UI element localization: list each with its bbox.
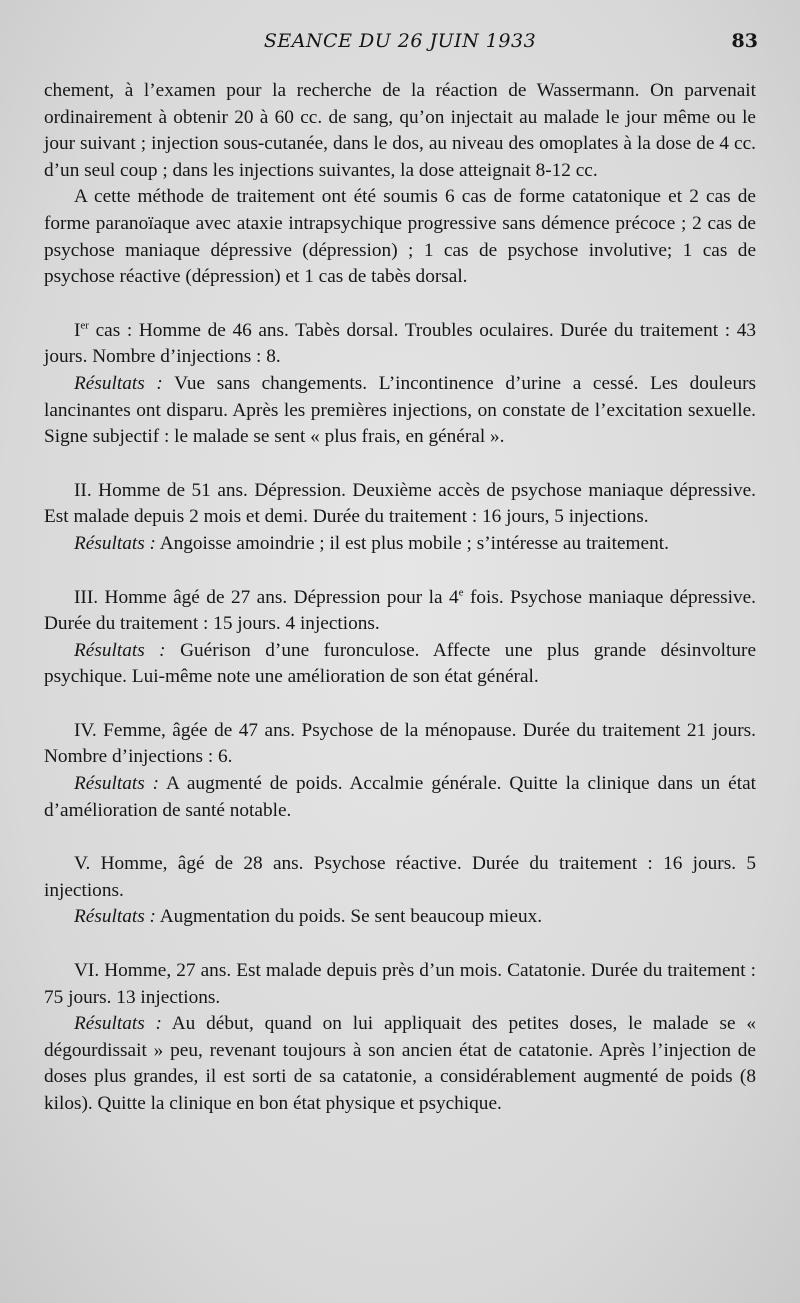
case-numeral-sup: er	[80, 319, 89, 332]
paragraph-methods: A cette méthode de traitement ont été soumis 6 cas de forme catatonique et 2 cas de forme paranoïaque avec ataxie intrapsychique progressive sans démence précoce ; 2 cas de psychose maniaque dépressive (dépression) ; 1 cas de psychose involutive; 1 cas de psychose réactive (dépression) et 1 cas de tabès dorsal.	[44, 186, 756, 288]
result-label: Résultats :	[74, 532, 156, 554]
case-header-text: Femme, âgée de 47 ans. Psychose de la ménopause. Durée du traitement 21 jours. Nombre d’injections : 6.	[44, 719, 756, 768]
case-header	[44, 478, 756, 531]
case-result	[44, 531, 756, 558]
result-text: Vue sans changements. L’incontinence d’urine a cessé. Les douleurs lancinantes ont disparu. Après les premières injections, on constate de l’excitation sexuelle. Signe subjectif : le malade se sent « plus frais, en général ».	[44, 372, 757, 448]
case-numeral: I	[74, 319, 81, 341]
result-label: Résultats :	[74, 372, 163, 394]
case-header-text: Homme âgé de 27 ans. Dépression pour la 4	[98, 586, 459, 608]
case-header	[44, 585, 756, 638]
result-label: Résultats :	[74, 639, 166, 661]
case-header-text: Homme de 51 ans. Dépression. Deuxième accès de psychose maniaque dépressive. Est malade depuis 2 mois et demi. Durée du traitement : 16 jours, 5 injections.	[44, 479, 756, 528]
result-label: Résultats :	[74, 1013, 162, 1035]
case-header-text: cas : Homme de 46 ans. Tabès dorsal. Troubles oculaires. Durée du traitement : 43 jours. Nombre d’injections : 8.	[44, 319, 756, 368]
result-text: A augmenté de poids. Accalmie générale. Quitte la clinique dans un état d’amélioration de santé notable.	[44, 773, 757, 821]
case-result	[44, 771, 756, 824]
case-numeral: IV.	[74, 719, 97, 741]
case-numeral: VI.	[74, 960, 100, 982]
case-result	[44, 371, 756, 451]
case-numeral: II.	[74, 479, 92, 501]
case-header-text: Homme, 27 ans. Est malade depuis près d’un mois. Catatonie. Durée du traitement : 75 jours. 13 injections.	[44, 960, 756, 1008]
case-numeral: V.	[74, 853, 91, 875]
case-result	[44, 1011, 756, 1117]
result-label: Résultats :	[74, 773, 160, 795]
result-text: Augmentation du poids. Se sent beaucoup mieux.	[155, 906, 543, 928]
result-text: Guérison d’une furonculose. Affecte une plus grande désinvolture psychique. Lui-même note une amélioration de son état général.	[44, 639, 757, 688]
paragraph-continuation: chement, à l’examen pour la recherche de la réaction de Wassermann. On parvenait ordinairement à obtenir 20 à 60 cc. de sang, qu’on injectait au malade le jour même ou le jour suivant ; injection sous-cutanée, dans le dos, au niveau des omoplates à la dose de 4 cc. d’un seul coup ; dans les injections suivantes, la dose atteignait 8-12 cc.	[44, 80, 756, 181]
case-numeral: III.	[74, 586, 99, 608]
running-header	[0, 30, 800, 58]
case-header	[44, 318, 756, 371]
result-text: Angoisse amoindrie ; il est plus mobile ; s’intéresse au traitement.	[155, 532, 669, 554]
case-header	[44, 958, 756, 1011]
case-header-text: fois. Psychose maniaque dépressive. Durée du traitement : 15 jours. 4 injections.	[44, 586, 756, 635]
page-number: 83	[731, 30, 758, 52]
case-header	[44, 718, 756, 771]
header-title: SEANCE DU 26 JUIN 1933	[263, 30, 537, 52]
case-header	[44, 851, 756, 904]
body-text	[44, 78, 756, 1118]
result-label: Résultats :	[74, 906, 156, 928]
result-text: Au début, quand on lui appliquait des petites doses, le malade se « dégourdissait » peu, revenant toujours à son ancien état de catatonie. Après l’injection de doses plus grandes, il est sorti de sa catatonie, a considérablement augmenté de poids (8 kilos). Quitte la clinique en bon état physique et psychique.	[44, 1013, 757, 1114]
case-header-text: Homme, âgé de 28 ans. Psychose réactive. Durée du traitement : 16 jours. 5 injections.	[44, 853, 756, 901]
case-result	[44, 638, 756, 691]
case-result	[44, 904, 756, 931]
case-header-sup: e	[458, 586, 464, 599]
